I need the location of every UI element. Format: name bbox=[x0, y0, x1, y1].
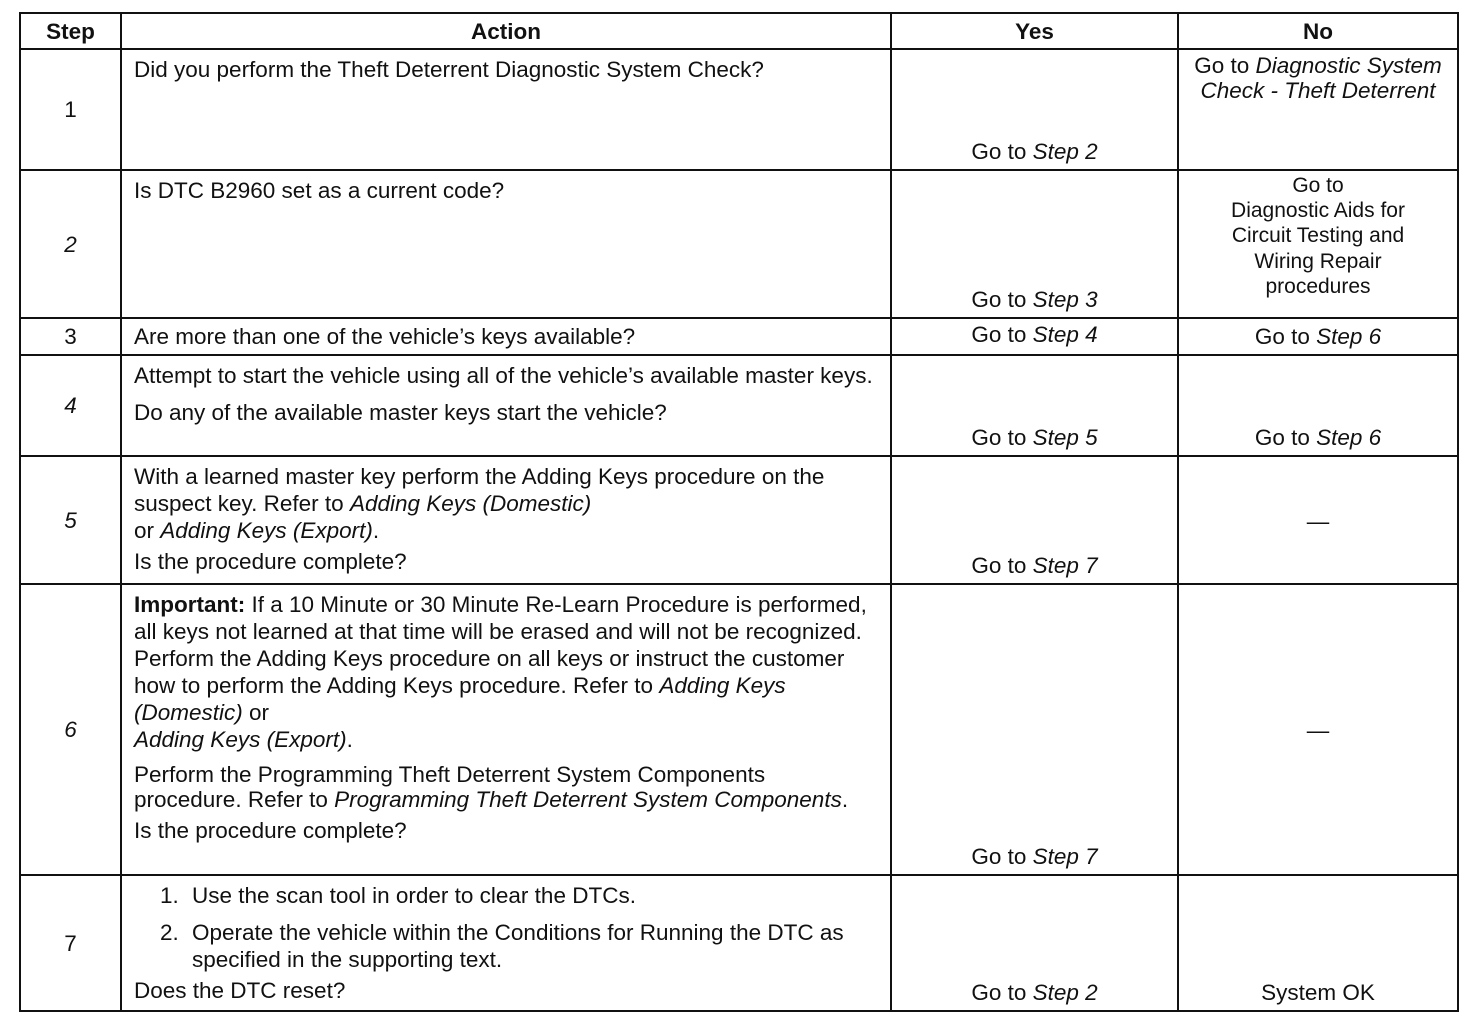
step-number: 4 bbox=[20, 355, 121, 456]
diagnostic-table bbox=[19, 12, 1459, 1012]
no-link[interactable]: Diagnostic System Check - Theft Deterrent bbox=[1200, 53, 1442, 103]
no-cell: Go to Diagnostic System Check - Theft Deterrent bbox=[1178, 49, 1458, 170]
reference-link[interactable]: Programming Theft Deterrent System Components bbox=[334, 786, 842, 812]
yes-link[interactable]: Step 7 bbox=[1032, 553, 1098, 578]
action-cell bbox=[121, 355, 891, 456]
yes-cell: Go to Step 3 bbox=[891, 170, 1178, 318]
action-cell bbox=[121, 170, 891, 318]
yes-cell: Go to Step 2 bbox=[891, 875, 1178, 1011]
yes-cell: Go to Step 7 bbox=[891, 456, 1178, 584]
diagnostic-aids-reference[interactable]: Go to Diagnostic Aids for Circuit Testing and Wiring Repair procedures bbox=[1231, 174, 1405, 298]
step-number: 1 bbox=[20, 49, 121, 170]
no-dash: — bbox=[1306, 508, 1330, 534]
reference-link[interactable]: Adding Keys (Export) bbox=[160, 518, 373, 543]
table-row bbox=[20, 584, 1458, 875]
step-number: 3 bbox=[20, 318, 121, 355]
no-link[interactable]: Step 6 bbox=[1316, 324, 1382, 349]
no-cell: Go to Step 6 bbox=[1178, 318, 1458, 355]
yes-link[interactable]: Step 2 bbox=[1032, 980, 1098, 1005]
reference-link[interactable]: Adding Keys (Domestic) bbox=[349, 491, 592, 516]
action-text: Are more than one of the vehicle’s keys available? bbox=[134, 324, 636, 349]
header-step: Step bbox=[20, 13, 121, 49]
table-row bbox=[20, 318, 1458, 355]
yes-cell: Go to Step 5 bbox=[891, 355, 1178, 456]
action-question: Do any of the available master keys start the vehicle? bbox=[134, 400, 667, 425]
reference-link[interactable]: Adding Keys (Domestic) bbox=[134, 673, 786, 725]
list-item: 2. Operate the vehicle within the Conditions for Running the DTC as specified in the supporting text. bbox=[160, 920, 844, 972]
step-number: 2 bbox=[20, 170, 121, 318]
header-action: Action bbox=[121, 13, 891, 49]
important-label: Important: bbox=[134, 592, 246, 617]
yes-cell: Go to Step 2 bbox=[891, 49, 1178, 170]
list-item: 1. Use the scan tool in order to clear the DTCs. bbox=[160, 883, 636, 908]
table-row bbox=[20, 355, 1458, 456]
action-steps-list bbox=[134, 882, 878, 973]
no-cell bbox=[1178, 584, 1458, 875]
action-question: Is the procedure complete? bbox=[134, 549, 407, 574]
yes-cell: Go to Step 7 bbox=[891, 584, 1178, 875]
no-link[interactable]: Step 6 bbox=[1316, 425, 1382, 450]
no-cell bbox=[1178, 170, 1458, 318]
yes-link[interactable]: Step 2 bbox=[1032, 139, 1098, 164]
action-cell bbox=[121, 49, 891, 170]
no-cell: Go to Step 6 bbox=[1178, 355, 1458, 456]
header-yes: Yes bbox=[891, 13, 1178, 49]
table-row bbox=[20, 49, 1458, 170]
yes-link[interactable]: Step 4 bbox=[1032, 322, 1098, 347]
yes-cell: Go to Step 4 bbox=[891, 318, 1178, 355]
yes-link[interactable]: Step 7 bbox=[1032, 844, 1098, 869]
table-row bbox=[20, 875, 1458, 1011]
action-text: With a learned master key perform the Adding Keys procedure on the suspect key. Refer to Adding Keys (Domestic) or Adding Keys (Export). bbox=[134, 464, 825, 543]
header-row bbox=[20, 13, 1458, 49]
important-note: Important: If a 10 Minute or 30 Minute Re-Learn Procedure is performed, all keys not learned at that time will be erased and will not be recognized. Perform the Adding Keys procedure on all keys or instruct the customer how to perform the Adding Keys procedure. Refer to Adding Keys (Domestic) or Adding Keys (Export). bbox=[134, 592, 867, 752]
table-row bbox=[20, 456, 1458, 584]
reference-link[interactable]: Adding Keys (Export) bbox=[134, 727, 347, 752]
action-text: Is DTC B2960 set as a current code? bbox=[134, 178, 505, 203]
action-text: Did you perform the Theft Deterrent Diagnostic System Check? bbox=[134, 57, 764, 82]
action-cell bbox=[121, 875, 891, 1011]
action-cell bbox=[121, 456, 891, 584]
no-cell bbox=[1178, 875, 1458, 1011]
header-no: No bbox=[1178, 13, 1458, 49]
step-number: 5 bbox=[20, 456, 121, 584]
yes-link[interactable]: Step 5 bbox=[1032, 425, 1098, 450]
table-row bbox=[20, 170, 1458, 318]
action-text: Perform the Programming Theft Deterrent System Components procedure. Refer to Programming Theft Deterrent System Components. bbox=[134, 762, 849, 812]
action-cell bbox=[121, 318, 891, 355]
action-question: Does the DTC reset? bbox=[134, 978, 346, 1003]
action-text: Attempt to start the vehicle using all of the vehicle’s available master keys. bbox=[134, 363, 873, 388]
step-number: 7 bbox=[20, 875, 121, 1011]
no-dash: — bbox=[1306, 718, 1330, 743]
step-number: 6 bbox=[20, 584, 121, 875]
no-result: System OK bbox=[1261, 980, 1375, 1005]
action-cell bbox=[121, 584, 891, 875]
yes-link[interactable]: Step 3 bbox=[1032, 287, 1098, 312]
no-cell bbox=[1178, 456, 1458, 584]
action-question: Is the procedure complete? bbox=[134, 817, 407, 843]
